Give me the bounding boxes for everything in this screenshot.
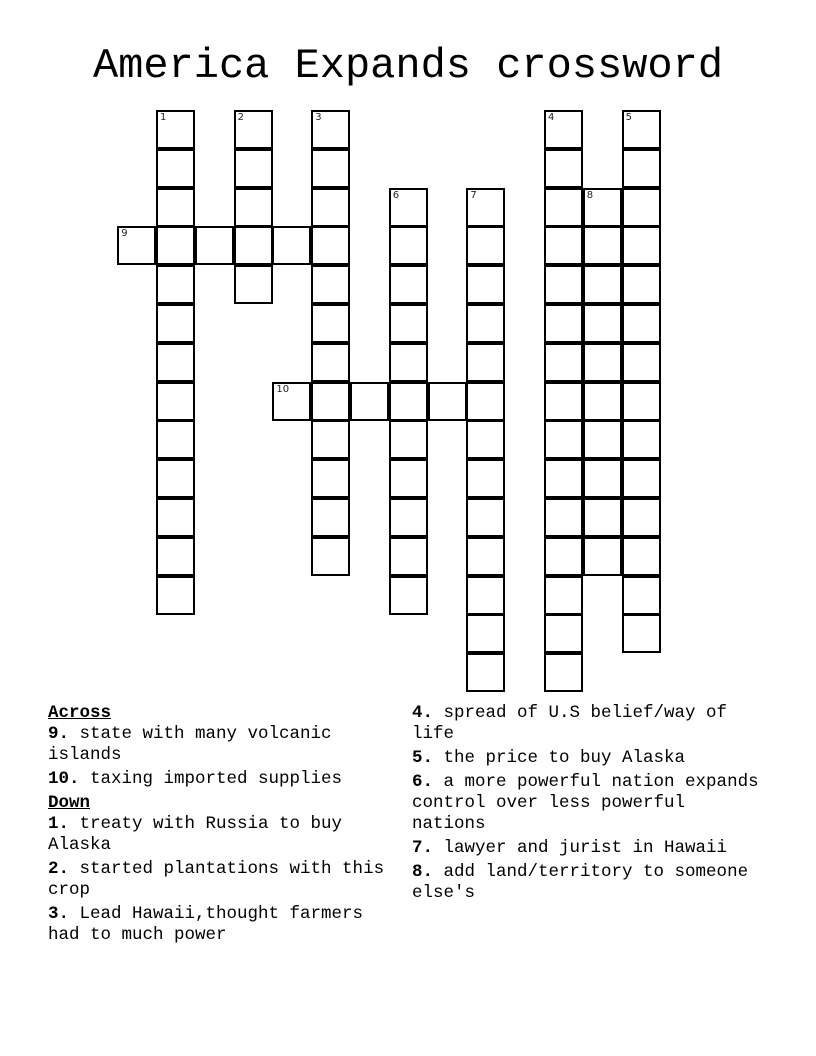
- clue-item: [412, 748, 768, 769]
- crossword-cell[interactable]: [156, 498, 195, 537]
- crossword-cell[interactable]: [389, 343, 428, 382]
- crossword-cell[interactable]: [466, 498, 505, 537]
- crossword-cell[interactable]: [156, 149, 195, 188]
- clue-item-number: 2.: [48, 859, 70, 879]
- crossword-cell[interactable]: [622, 537, 661, 576]
- across-heading: Across: [48, 703, 112, 723]
- crossword-cell[interactable]: [544, 420, 583, 459]
- crossword-cell[interactable]: [622, 265, 661, 304]
- crossword-cell[interactable]: [311, 188, 350, 227]
- clue-item-text: Lead Hawaii,thought farmers had to much power: [48, 904, 364, 945]
- crossword-cell[interactable]: [311, 304, 350, 343]
- down-clue-list: [48, 814, 404, 946]
- crossword-cell[interactable]: [311, 226, 350, 265]
- crossword-cell[interactable]: [389, 304, 428, 343]
- crossword-cell[interactable]: [389, 576, 428, 615]
- crossword-cell[interactable]: [466, 382, 505, 421]
- crossword-cell[interactable]: [311, 498, 350, 537]
- clue-item-text: treaty with Russia to buy Alaska: [48, 814, 343, 855]
- crossword-cell[interactable]: [466, 576, 505, 615]
- crossword-cell[interactable]: [544, 149, 583, 188]
- clue-number: 3: [315, 112, 322, 123]
- crossword-cell[interactable]: [234, 226, 273, 265]
- clue-item: [48, 859, 404, 901]
- crossword-cell[interactable]: [311, 149, 350, 188]
- clue-item: [412, 772, 768, 835]
- clue-item-number: 1.: [48, 814, 70, 834]
- clue-number: 1: [160, 112, 167, 123]
- clue-item-text: spread of U.S belief/way of life: [412, 703, 728, 744]
- crossword-cell[interactable]: [156, 459, 195, 498]
- clue-item-text: taxing imported supplies: [79, 769, 343, 789]
- clue-item-number: 6.: [412, 772, 434, 792]
- down-clue-list-continued: [412, 703, 768, 904]
- crossword-cell[interactable]: [389, 498, 428, 537]
- crossword-cell[interactable]: [466, 459, 505, 498]
- clue-item-text: started plantations with this crop: [48, 859, 385, 900]
- crossword-cell[interactable]: [156, 265, 195, 304]
- crossword-cell[interactable]: [544, 226, 583, 265]
- crossword-cell[interactable]: [544, 382, 583, 421]
- clues-right-column: [412, 703, 768, 907]
- clue-item-number: 3.: [48, 904, 70, 924]
- crossword-cell[interactable]: [583, 459, 622, 498]
- crossword-cell[interactable]: [234, 265, 273, 304]
- crossword-cell[interactable]: [234, 110, 273, 149]
- crossword-cell[interactable]: [622, 304, 661, 343]
- crossword-cell[interactable]: [195, 226, 234, 265]
- crossword-cell[interactable]: [544, 498, 583, 537]
- crossword-cell[interactable]: [544, 265, 583, 304]
- crossword-cell[interactable]: [622, 498, 661, 537]
- clue-item: [412, 862, 768, 904]
- crossword-cell[interactable]: [466, 420, 505, 459]
- crossword-cell[interactable]: [389, 459, 428, 498]
- crossword-cell[interactable]: [622, 614, 661, 653]
- crossword-cell[interactable]: [622, 149, 661, 188]
- crossword-cell[interactable]: [311, 459, 350, 498]
- clue-item: [48, 769, 404, 790]
- clue-number: 8: [586, 189, 594, 201]
- crossword-cell[interactable]: [583, 265, 622, 304]
- crossword-cell[interactable]: [466, 614, 505, 653]
- clue-item: [412, 838, 768, 859]
- clue-item-text: add land/territory to someone else's: [412, 862, 749, 903]
- crossword-cell[interactable]: [583, 420, 622, 459]
- crossword-cell[interactable]: [156, 110, 195, 149]
- crossword-cell[interactable]: [234, 188, 273, 227]
- crossword-cell[interactable]: [117, 226, 156, 265]
- crossword-cell[interactable]: [272, 382, 311, 421]
- crossword-cell[interactable]: [466, 304, 505, 343]
- crossword-cell[interactable]: [156, 343, 195, 382]
- crossword-cell[interactable]: [428, 382, 467, 421]
- crossword-cell[interactable]: [622, 420, 661, 459]
- crossword-cell[interactable]: [311, 537, 350, 576]
- crossword-cell[interactable]: [466, 653, 505, 692]
- across-clue-list: [48, 724, 404, 790]
- crossword-cell[interactable]: [389, 188, 428, 227]
- crossword-cell[interactable]: [389, 226, 428, 265]
- crossword-cell[interactable]: [583, 226, 622, 265]
- clue-number: 10: [276, 383, 290, 395]
- crossword-cell[interactable]: [544, 459, 583, 498]
- page-title: America Expands crossword: [92, 42, 724, 90]
- clue-item-number: 4.: [412, 703, 434, 723]
- crossword-cell[interactable]: [350, 382, 389, 421]
- crossword-cell[interactable]: [466, 188, 505, 227]
- crossword-cell[interactable]: [311, 382, 350, 421]
- crossword-cell[interactable]: [389, 382, 428, 421]
- crossword-cell[interactable]: [622, 110, 661, 149]
- crossword-cell[interactable]: [156, 382, 195, 421]
- clue-number: 9: [121, 228, 128, 240]
- crossword-cell[interactable]: [311, 420, 350, 459]
- crossword-cell[interactable]: [544, 304, 583, 343]
- crossword-cell[interactable]: [544, 653, 583, 692]
- clue-item-number: 8.: [412, 862, 434, 882]
- crossword-cell[interactable]: [583, 343, 622, 382]
- crossword-cell[interactable]: [311, 343, 350, 382]
- clue-item-number: 10.: [48, 769, 80, 789]
- crossword-cell[interactable]: [622, 188, 661, 227]
- clue-item-number: 5.: [412, 748, 434, 768]
- crossword-cell[interactable]: [389, 265, 428, 304]
- crossword-cell[interactable]: [311, 110, 350, 149]
- clue-number: 4: [548, 112, 555, 123]
- clue-item-number: 9.: [48, 724, 70, 744]
- crossword-cell[interactable]: [389, 420, 428, 459]
- clue-number: 7: [470, 189, 477, 201]
- crossword-cell[interactable]: [466, 537, 505, 576]
- clue-item-text: a more powerful nation expands control over less powerful nations: [412, 772, 759, 834]
- crossword-cell[interactable]: [544, 576, 583, 615]
- clue-item: [48, 904, 404, 946]
- clue-number: 2: [237, 112, 244, 123]
- clue-item-text: the price to buy Alaska: [433, 748, 686, 768]
- crossword-cell[interactable]: [311, 265, 350, 304]
- clue-item: [48, 724, 404, 766]
- crossword-cell[interactable]: [466, 343, 505, 382]
- crossword-cell[interactable]: [466, 226, 505, 265]
- crossword-cell[interactable]: [622, 226, 661, 265]
- clue-item-text: state with many volcanic islands: [48, 724, 332, 765]
- clue-item-number: 7.: [412, 838, 434, 858]
- crossword-cell[interactable]: [156, 420, 195, 459]
- crossword-cell[interactable]: [583, 188, 622, 227]
- crossword-cell[interactable]: [622, 459, 661, 498]
- crossword-cell[interactable]: [234, 149, 273, 188]
- crossword-cell[interactable]: [622, 576, 661, 615]
- crossword-cell[interactable]: [622, 343, 661, 382]
- crossword-cell[interactable]: [622, 382, 661, 421]
- crossword-cell[interactable]: [156, 537, 195, 576]
- crossword-cell[interactable]: [156, 304, 195, 343]
- down-heading: Down: [48, 793, 91, 813]
- crossword-cell[interactable]: [544, 188, 583, 227]
- crossword-cell[interactable]: [389, 537, 428, 576]
- clue-number: 6: [392, 189, 400, 201]
- clue-number: 5: [625, 112, 632, 123]
- crossword-cell[interactable]: [583, 537, 622, 576]
- clue-item: [412, 703, 768, 745]
- clue-item-text: lawyer and jurist in Hawaii: [433, 838, 728, 858]
- crossword-cell[interactable]: [544, 537, 583, 576]
- crossword-cell[interactable]: [156, 576, 195, 615]
- clue-item: [48, 814, 404, 856]
- crossword-cell[interactable]: [156, 226, 195, 265]
- clues-left-column: [48, 703, 404, 949]
- crossword-cell[interactable]: [544, 614, 583, 653]
- crossword-cell[interactable]: [583, 498, 622, 537]
- crossword-cell[interactable]: [156, 188, 195, 227]
- crossword-cell[interactable]: [544, 110, 583, 149]
- crossword-cell[interactable]: [466, 265, 505, 304]
- crossword-cell[interactable]: [583, 382, 622, 421]
- crossword-cell[interactable]: [272, 226, 311, 265]
- crossword-cell[interactable]: [583, 304, 622, 343]
- crossword-cell[interactable]: [544, 343, 583, 382]
